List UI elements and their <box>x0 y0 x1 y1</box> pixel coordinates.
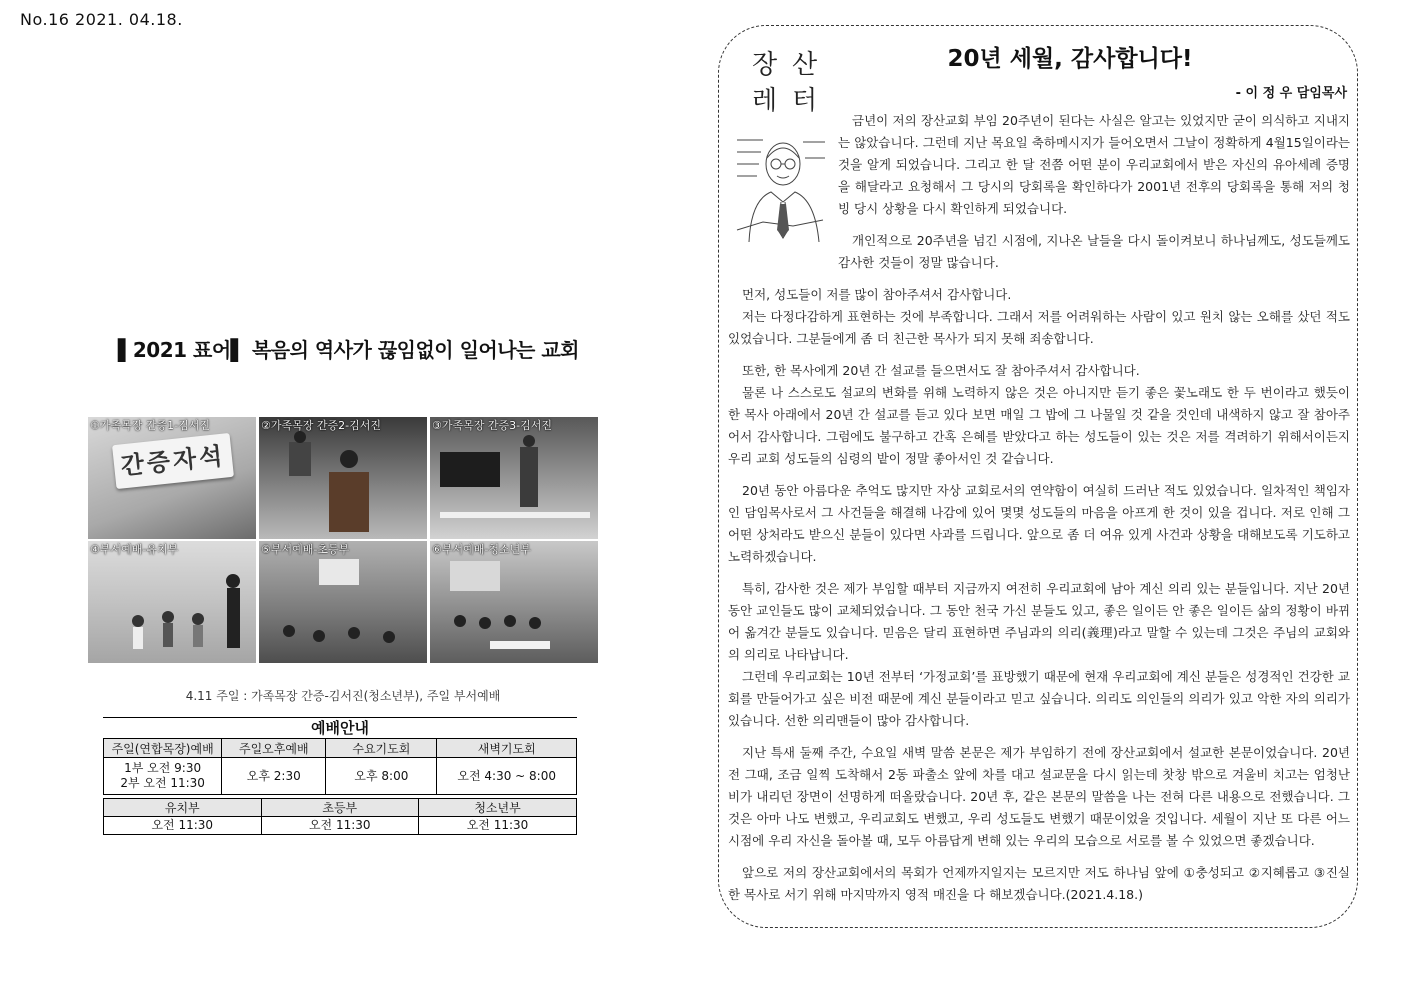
letter-body <box>728 284 1350 906</box>
paragraph: 앞으로 저의 장산교회에서의 목회가 언제까지일지는 모르지만 저도 하나님 앞에 ①충성되고 ②지혜롭고 ③진실한 목사로 서기 위해 마지막까지 영적 매진을 다 해보겠습니다.(2021.4.18.) <box>728 865 1350 902</box>
value-sunday-worship <box>104 758 222 795</box>
header-kindergarten: 유치부 <box>104 799 262 817</box>
church-motto: ▌2021 표어▌ 복음의 역사가 끊임없이 일어나는 교회 <box>118 338 579 362</box>
photo-elementary-worship <box>259 541 427 663</box>
sunday-service-2: 2부 오전 11:30 <box>120 776 205 790</box>
photo-youth-worship <box>430 541 598 663</box>
testimony-sign: 간증자석 <box>112 433 234 489</box>
photo-caption: ①가족목장 간증1-김서진 <box>90 419 210 432</box>
worship-schedule <box>103 717 577 835</box>
paragraph: 20년 동안 아름다운 추억도 많지만 자상 교회로서의 연약함이 여실히 드러난 적도 있었습니다. 일차적인 책임자인 담임목사로서 그 사건들을 해결해 나감에 있어 몇몇 성도들의 마음을 아프게 한 것이 있을 겁니다. 저로 인해 그 어떤 상처라도 받으신 분들이 있다면 사과를 드립니다. 앞으로 좀 더 여유 있게 사건과 상황을 대해보도록 기도하고 노력하겠습니다. <box>728 483 1350 564</box>
header-elementary: 초등부 <box>261 799 419 817</box>
photo-caption: ④부서예배-유치부 <box>90 543 179 556</box>
photo-scene-children <box>88 541 256 663</box>
paragraph: 먼저, 성도들이 저를 많이 참아주셔서 감사합니다. <box>742 287 1012 302</box>
photo-caption: ⑤부서예배-초등부 <box>261 543 350 556</box>
paragraph: 개인적으로 20주년을 넘긴 시점에, 지나온 날들을 다시 돌이켜보니 하나님께도, 성도들께도 감사한 것들이 정말 많습니다. <box>838 233 1350 270</box>
header-sunday-worship: 주일(연합목장)예배 <box>104 739 222 758</box>
value-youth: 오전 11:30 <box>419 817 577 835</box>
paragraph: 저는 다정다감하게 표현하는 것에 부족합니다. 그래서 저를 어려워하는 사람이 있고 원치 않는 오해를 샀던 적도 있었습니다. 그분들에게 좀 더 친근한 목사가 되지 못해 죄송합니다. <box>728 309 1350 346</box>
paragraph: 또한, 한 목사에게 20년 간 설교를 들으면서도 잘 참아주셔서 감사합니다. <box>742 363 1140 378</box>
photo-scene-piano <box>430 417 598 539</box>
header-afternoon-worship: 주일오후예배 <box>222 739 326 758</box>
photo-caption: ③가족목장 간증3-김서진 <box>432 419 552 432</box>
header-youth: 청소년부 <box>419 799 577 817</box>
letter-title: 20년 세월, 감사합니다! <box>947 46 1193 72</box>
letter-badge <box>748 48 828 120</box>
badge-char: 산 <box>792 50 818 80</box>
letter-paragraph-reflection <box>838 230 1350 274</box>
photo-grid <box>88 417 598 663</box>
header-wednesday-prayer: 수요기도회 <box>326 739 437 758</box>
worship-table-main <box>103 738 577 795</box>
value-afternoon-worship: 오후 2:30 <box>222 758 326 795</box>
photo-scene-podium <box>259 417 427 539</box>
photo-caption: ②가족목장 간증2-김서진 <box>261 419 381 432</box>
value-kindergarten: 오전 11:30 <box>104 817 262 835</box>
paragraph: 지난 특새 둘째 주간, 수요일 새벽 말씀 본문은 제가 부임하기 전에 장산교회에서 설교한 본문이었습니다. 20년 전 그때, 조금 일찍 도착해서 2동 파출소 앞에 차를 대고 설교문을 다시 읽는데 찻창 밖으로 겨울비 치고는 엄청난 비가 내리던 장면이 선명하게 떠올랐습니다. 20년 후, 같은 본문의 말씀을 나는 전혀 다른 내용으로 전했습니다. 그것은 아마 나도 변했고, 우리교회도 변했고, 우리 성도들도 변했기 때문이었을 것입니다. 세월이 지난 또 다른 어느 시점에 우리 자신을 돌아볼 때, 모두 아름답게 변해 있는 우리의 모습으로 서로를 볼 수 있었으면 좋겠습니다. <box>728 745 1350 848</box>
photo-grid-caption: 4.11 주일 : 가족목장 간증-김서진(청소년부), 주일 부서예배 <box>185 689 501 703</box>
paragraph: 그런데 우리교회는 10년 전부터 ‘가정교회’를 표방했기 때문에 현재 우리교회에 계신 분들은 성경적인 건강한 교회를 만들어가고 싶은 비전 때문에 계신 분들이라고 믿고 싶습니다. 의리도 의인들의 의리가 있고 악한 자의 의리가 있습니다. 선한 의리맨들이 많아 감사합니다. <box>728 669 1350 728</box>
value-elementary: 오전 11:30 <box>261 817 419 835</box>
sunday-service-1: 1부 오전 9:30 <box>124 761 202 775</box>
letter-paragraph-intro <box>838 110 1350 220</box>
paragraph: 금년이 저의 장산교회 부임 20주년이 된다는 사실은 알고는 있었지만 굳이 의식하고 지내지는 않았습니다. 그런데 지난 목요일 축하메시지가 들어오면서 그날이 정확하게 4월15일이라는 것을 알게 되었습니다. 그리고 한 달 전쯤 어떤 분이 우리교회에서 받은 자신의 유아세례 증명을 해달라고 요청해서 그 당시의 당회록을 확인하다가 2001년 전후의 당회록을 통해 저의 청빙 당시 상황을 다시 확인하게 되었습니다. <box>838 113 1350 216</box>
value-wednesday-prayer: 오후 8:00 <box>326 758 437 795</box>
photo-scene-hall <box>259 541 427 663</box>
photo-testimony-1 <box>88 417 256 539</box>
photo-caption: ⑥부서예배-청소년부 <box>432 543 531 556</box>
worship-schedule-title: 예배안내 <box>103 717 577 738</box>
badge-char: 레 <box>752 86 778 116</box>
photo-kindergarten-worship <box>88 541 256 663</box>
badge-char: 터 <box>792 86 818 116</box>
header-dawn-prayer: 새벽기도회 <box>437 739 577 758</box>
letter-author: - 이 정 우 담임목사 <box>1235 86 1347 101</box>
pastor-portrait-illustration <box>733 130 827 242</box>
photo-scene-classroom <box>430 541 598 663</box>
worship-table-departments <box>103 798 577 835</box>
value-dawn-prayer: 오전 4:30 ~ 8:00 <box>437 758 577 795</box>
photo-testimony-3 <box>430 417 598 539</box>
paragraph: 물론 나 스스로도 설교의 변화를 위해 노력하지 않은 것은 아니지만 듣기 좋은 꽃노래도 한 두 번이라고 했듯이 한 목사 아래에서 20년 간 설교를 듣고 있다 보면 매일 그 밥에 그 나물일 것 같을 것인데 내색하지 않고 잘 참아주어서 감사합니다. 그럼에도 불구하고 간혹 은혜를 받았다고 하는 성도들이 있는 것은 저를 격려하기 위해서이든지 우리 교회 성도들의 심령의 밭이 정말 좋아서인 것 같습니다. <box>728 385 1350 466</box>
issue-number: No.16 2021. 04.18. <box>20 10 183 29</box>
paragraph: 특히, 감사한 것은 제가 부임할 때부터 지금까지 여전히 우리교회에 남아 계신 의리 있는 분들입니다. 지난 20년 동안 교인들도 많이 교체되었습니다. 그 동안 천국 가신 분들도 있고, 좋은 일이든 안 좋은 일이든 삶의 정황이 바뀌어 옮겨간 분들도 있습니다. 믿음은 달리 표현하면 주님과의 의리(義理)라고 말할 수 있는데 그것은 주님의 교회와의 의리로 나타납니다. <box>728 581 1350 662</box>
badge-char: 장 <box>752 50 778 80</box>
photo-testimony-2 <box>259 417 427 539</box>
